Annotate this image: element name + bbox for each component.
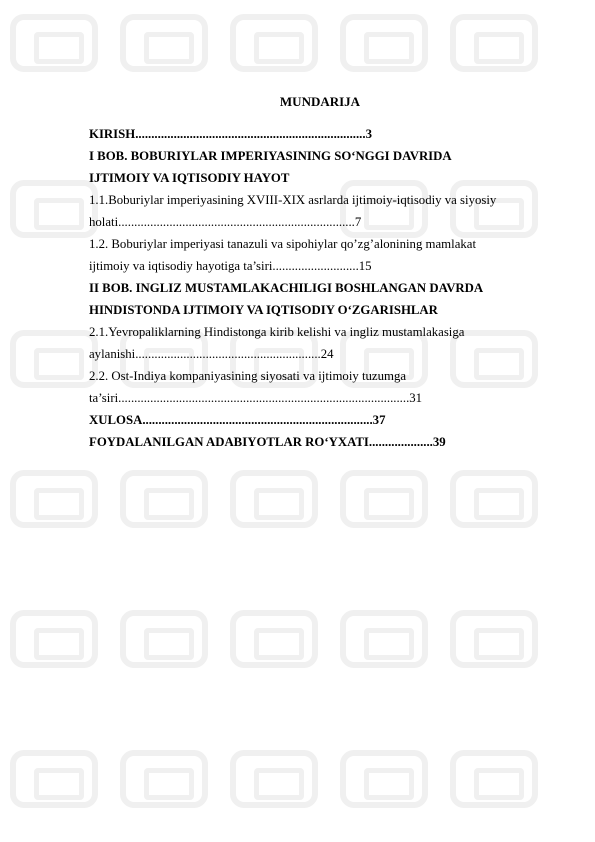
table-of-contents — [89, 93, 549, 453]
watermark-logo — [340, 750, 428, 808]
watermark-logo — [120, 470, 208, 528]
watermark-logo — [10, 750, 98, 808]
toc-entry: I BOB. BOBURIYLAR IMPERIYASINING SO‘NGGI DAVRIDA — [89, 149, 452, 163]
toc-entry: II BOB. INGLIZ MUSTAMLAKACHILIGI BOSHLANGAN DAVRDA — [89, 281, 484, 295]
watermark-logo — [10, 610, 98, 668]
toc-entry: 2.2. Ost-Indiya kompaniyasining siyosati va ijtimoiy tuzumga — [89, 369, 407, 383]
toc-entry: HINDISTONDA IJTIMOIY VA IQTISODIY O‘ZGARISHLAR — [89, 303, 438, 317]
watermark-logo — [230, 610, 318, 668]
watermark-logo — [450, 14, 538, 72]
watermark-logo — [10, 470, 98, 528]
toc-entry: 1.2. Boburiylar imperiyasi tanazuli va sipohiylar qo’zg’alonining mamlakat — [89, 237, 477, 251]
watermark-logo — [230, 470, 318, 528]
watermark-logo — [340, 14, 428, 72]
watermark-logo — [340, 610, 428, 668]
toc-entry: ijtimoiy va iqtisodiy hayotiga ta’siri...........................15 — [89, 259, 372, 273]
toc-entry: ta’siri...........................................................................................31 — [89, 391, 423, 405]
toc-entry: 1.1.Boburiylar imperiyasining XVIII-XIX asrlarda ijtimoiy-iqtisodiy va siyosiy — [89, 193, 497, 207]
watermark-logo — [10, 180, 98, 238]
watermark-logo — [450, 470, 538, 528]
watermark-logo — [10, 330, 98, 388]
watermark-logo — [120, 610, 208, 668]
watermark-logo — [120, 14, 208, 72]
watermark-logo — [230, 14, 318, 72]
watermark-logo — [450, 750, 538, 808]
watermark-logo — [10, 14, 98, 72]
watermark-logo — [230, 750, 318, 808]
toc-entry: IJTIMOIY VA IQTISODIY HAYOT — [89, 171, 290, 185]
toc-entry: XULOSA........................................................................37 — [89, 413, 386, 427]
watermark-logo — [450, 610, 538, 668]
watermark-logo — [120, 750, 208, 808]
toc-entry: holati..........................................................................7 — [89, 215, 362, 229]
toc-entry: aylanishi..........................................................24 — [89, 347, 334, 361]
toc-entry: FOYDALANILGAN ADABIYOTLAR RO‘YXATI....................39 — [89, 435, 446, 449]
toc-entry: 2.1.Yevropaliklarning Hindistonga kirib kelishi va ingliz mustamlakasiga — [89, 325, 465, 339]
watermark-logo — [340, 470, 428, 528]
toc-entry: KIRISH........................................................................3 — [89, 127, 372, 141]
toc-title: MUNDARIJA — [279, 94, 361, 109]
